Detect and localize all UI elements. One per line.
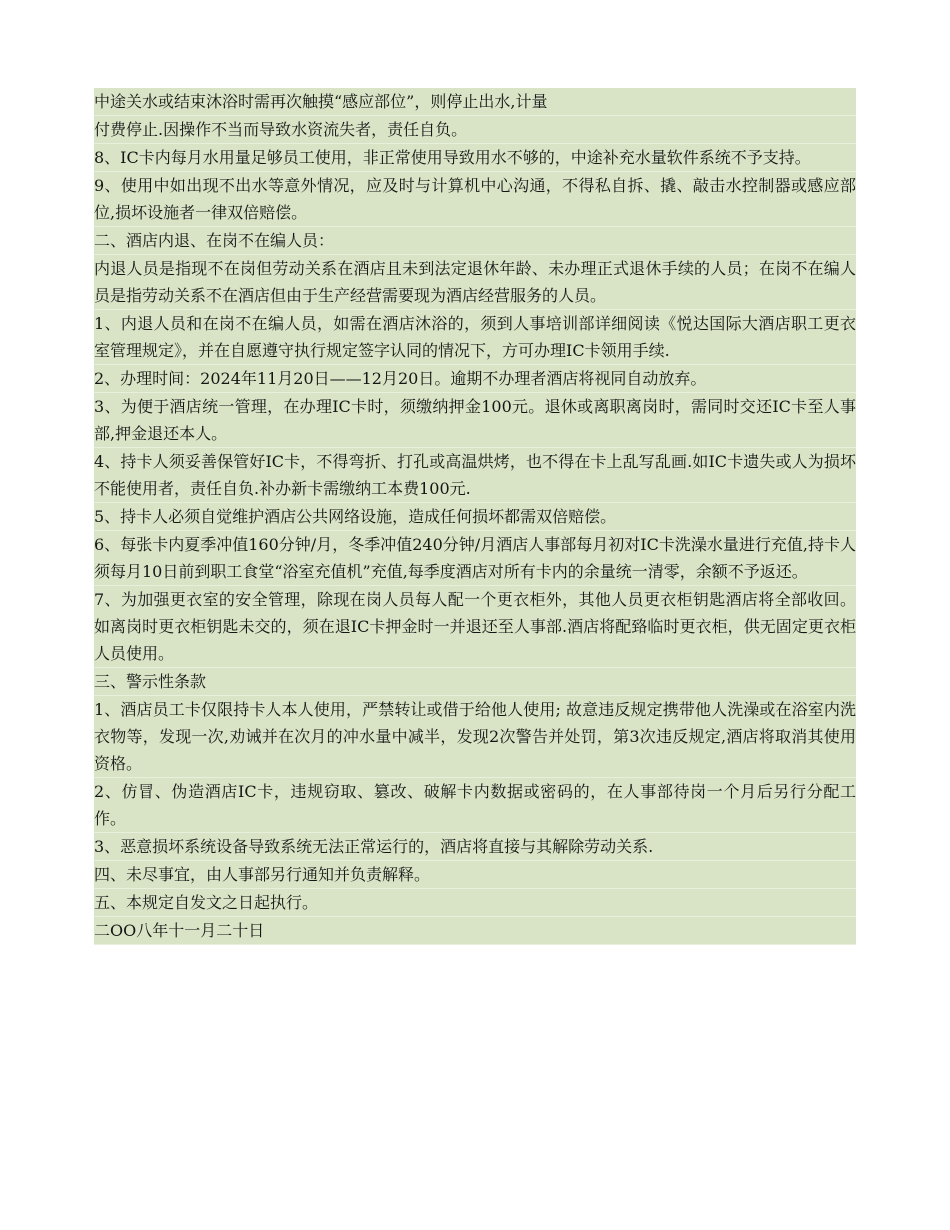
section-heading: 二、酒店内退、在岗不在编人员： [94, 227, 856, 255]
paragraph: 1、酒店员工卡仅限持卡人本人使用，严禁转让或借于给他人使用; 故意违反规定携带他人洗澡或在浴室内洗衣物等，发现一次,劝诫并在次月的冲水量中减半，发现2次警告并处罚，第3次违反规定,酒店将取消其使用资格。 [94, 696, 856, 778]
paragraph: 6、每张卡内夏季冲值160分钟/月，冬季冲值240分钟/月酒店人事部每月初对IC卡洗澡水量进行充值,持卡人须每月10日前到职工食堂“浴室充值机”充值,每季度酒店对所有卡内的余量统一清零，余额不予返还。 [94, 531, 856, 586]
paragraph: 付费停止.因操作不当而导致水资流失者，责任自负。 [94, 116, 856, 144]
paragraph: 3、恶意损坏系统设备导致系统无法正常运行的，酒店将直接与其解除劳动关系. [94, 833, 856, 861]
paragraph: 9、使用中如出现不出水等意外情况，应及时与计算机中心沟通，不得私自拆、撬、敲击水控制器或感应部位,损坏设施者一律双倍赔偿。 [94, 172, 856, 227]
paragraph: 2、仿冒、伪造酒店IC卡，违规窃取、篡改、破解卡内数据或密码的，在人事部待岗一个月后另行分配工作。 [94, 778, 856, 833]
section-heading: 五、本规定自发文之日起执行。 [94, 889, 856, 917]
paragraph: 2、办理时间：2024年11月20日——12月20日。逾期不办理者酒店将视同自动放弃。 [94, 365, 856, 393]
paragraph: 8、IC卡内每月水用量足够员工使用，非正常使用导致用水不够的，中途补充水量软件系统不予支持。 [94, 144, 856, 172]
paragraph: 中途关水或结束沐浴时需再次触摸“感应部位”，则停止出水,计量 [94, 88, 856, 116]
paragraph: 5、持卡人必须自觉维护酒店公共网络设施，造成任何损坏都需双倍赔偿。 [94, 503, 856, 531]
section-heading: 三、警示性条款 [94, 668, 856, 696]
paragraph: 3、为便于酒店统一管理，在办理IC卡时，须缴纳押金100元。退休或离职离岗时，需同时交还IC卡至人事部,押金退还本人。 [94, 393, 856, 448]
document-date: 二OO八年十一月二十日 [94, 917, 856, 945]
paragraph: 1、内退人员和在岗不在编人员，如需在酒店沐浴的，须到人事培训部详细阅读《悦达国际大酒店职工更衣室管理规定》，并在自愿遵守执行规定签字认同的情况下，方可办理IC卡领用手续. [94, 310, 856, 365]
section-heading: 四、未尽事宜，由人事部另行通知并负责解释。 [94, 861, 856, 889]
document-body [94, 88, 856, 945]
paragraph: 4、持卡人须妥善保管好IC卡，不得弯折、打孔或高温烘烤，也不得在卡上乱写乱画.如IC卡遗失或人为损坏不能使用者，责任自负.补办新卡需缴纳工本费100元. [94, 448, 856, 503]
paragraph: 7、为加强更衣室的安全管理，除现在岗人员每人配一个更衣柜外，其他人员更衣柜钥匙酒店将全部收回。如离岗时更衣柜钥匙未交的，须在退IC卡押金时一并退还至人事部.酒店将配臵临时更衣柜，供无固定更衣柜人员使用。 [94, 586, 856, 668]
paragraph: 内退人员是指现不在岗但劳动关系在酒店且未到法定退休年龄、未办理正式退休手续的人员；在岗不在编人员是指劳动关系不在酒店但由于生产经营需要现为酒店经营服务的人员。 [94, 255, 856, 310]
